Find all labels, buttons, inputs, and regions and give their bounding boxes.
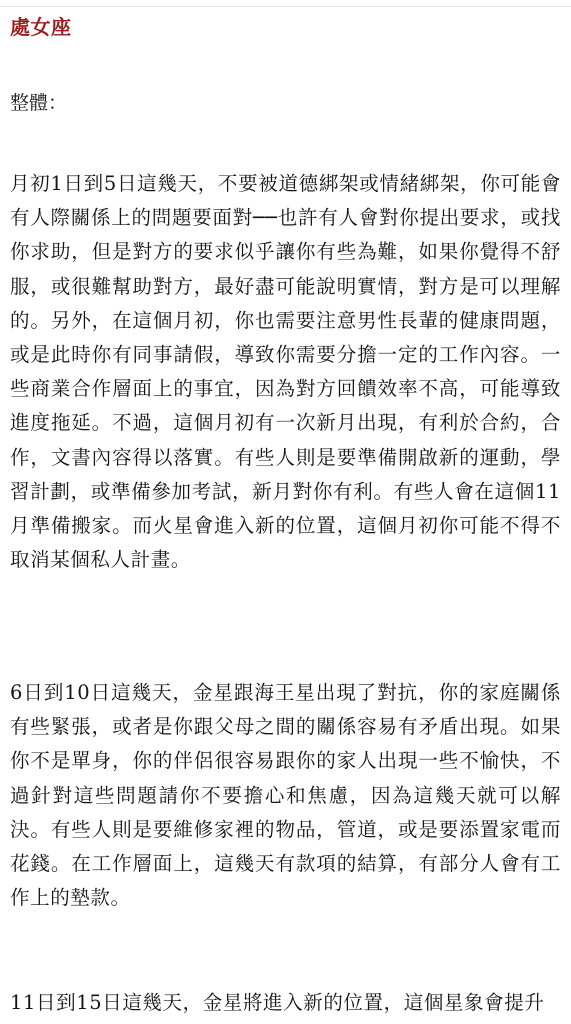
paragraph-days-6-10: 6日到10日這幾天，金星跟海王星出現了對抗，你的家庭關係有些緊張，或者是你跟父母之間的關係容易有矛盾出現。如果你不是單身，你的伴侶很容易跟你的家人出現一些不愉快，不過針對這些問題請你不要擔心和焦慮，因為這幾天就可以解決。有些人則是要維修家裡的物品，管道，或是要添置家電而花錢。在工作層面上，這幾天有款項的結算，有部分人會有工作上的墊款。: [10, 681, 561, 910]
paragraph-days-11-15: 11日到15日這幾天，金星將進入新的位置，這個星象會提升: [10, 991, 545, 1014]
zodiac-sign-title: 處女座: [10, 15, 72, 39]
paragraph-days-1-5: 月初1日到5日這幾天，不要被道德綁架或情緒綁架，你可能會有人際關係上的問題要面對──也許有人會對你提出要求，或找你求助，但是對方的要求似乎讓你有些為難，如果你覺得不舒服，或很難幫助對方，最好盡可能說明實情，對方是可以理解的。另外，在這個月初，你也需要注意男性長輩的健康問題，或是此時你有同事請假，導致你需要分擔一定的工作內容。一些商業合作層面上的事宜，因為對方回饋效率不高，可能導致進度拖延。不過，這個月初有一次新月出現，有利於合約，合作，文書內容得以落實。有些人則是要準備開啟新的運動，學習計劃，或準備參加考試，新月對你有利。有些人會在這個11月準備搬家。而火星會進入新的位置，這個月初你可能不得不取消某個私人計畫。: [10, 172, 561, 572]
section-heading-overall: 整體：: [10, 92, 68, 114]
top-divider: [0, 6, 571, 7]
